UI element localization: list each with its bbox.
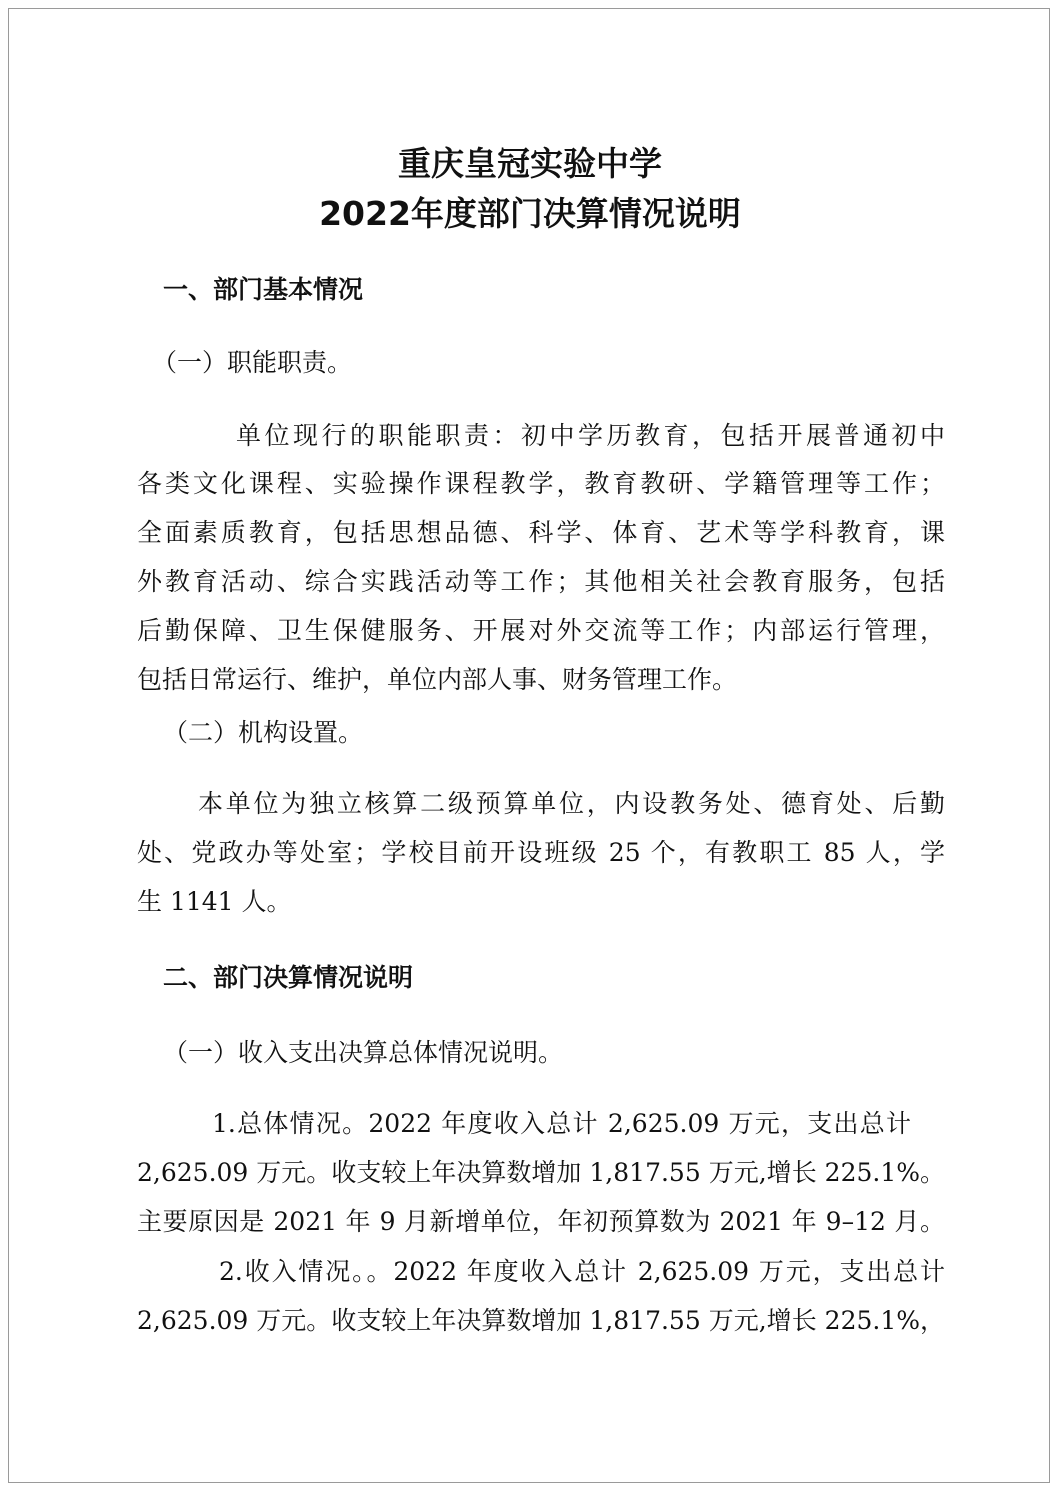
document-title-line2: 2022年度部门决算情况说明 (319, 194, 741, 233)
section1-sub1-line5: 后勤保障、卫生保健服务、开展对外交流等工作；内部运行管理， (137, 616, 945, 645)
section1-heading: 一、部门基本情况 (163, 275, 364, 304)
section1-sub1-line4: 外教育活动、综合实践活动等工作；其他相关社会教育服务，包括 (137, 567, 945, 596)
section2-sub1-line1: 1.总体情况。2022 年度收入总计 2,625.09 万元，支出总计 (212, 1109, 911, 1138)
section2-sub1-line2: 2,625.09 万元。收支较上年决算数增加 1,817.55 万元,增长 225.1%。 (137, 1158, 945, 1187)
section2-heading: 二、部门决算情况说明 (163, 963, 414, 992)
section1-sub2-line1: 本单位为独立核算二级预算单位，内设教务处、德育处、后勤 (198, 789, 945, 818)
section1-sub2-line3: 生 1141 人。 (137, 887, 292, 916)
section1-sub1-line6: 包括日常运行、维护，单位内部人事、财务管理工作。 (137, 665, 738, 694)
section2-sub1-line3: 主要原因是 2021 年 9 月新增单位，年初预算数为 2021 年 9–12 月。 (137, 1207, 945, 1236)
section2-sub1-line5: 2,625.09 万元。收支较上年决算数增加 1,817.55 万元,增长 225.1%， (137, 1306, 945, 1335)
document-title-line1: 重庆皇冠实验中学 (398, 144, 662, 183)
section1-sub1-line2: 各类文化课程、实验操作课程教学，教育教研、学籍管理等工作； (137, 469, 945, 498)
section2-sub1-line4: 2.收入情况。。2022 年度收入总计 2,625.09 万元，支出总计 (219, 1257, 945, 1286)
section1-sub2-heading: （二）机构设置。 (163, 718, 364, 747)
section1-sub1-heading: （一）职能职责。 (152, 348, 353, 377)
section1-sub1-line1: 单位现行的职能职责：初中学历教育，包括开展普通初中 (236, 421, 945, 450)
section2-sub1-heading: （一）收入支出决算总体情况说明。 (163, 1038, 564, 1067)
section1-sub1-line3: 全面素质教育，包括思想品德、科学、体育、艺术等学科教育，课 (137, 518, 945, 547)
section1-sub2-line2: 处、党政办等处室；学校目前开设班级 25 个，有教职工 85 人，学 (137, 838, 945, 867)
